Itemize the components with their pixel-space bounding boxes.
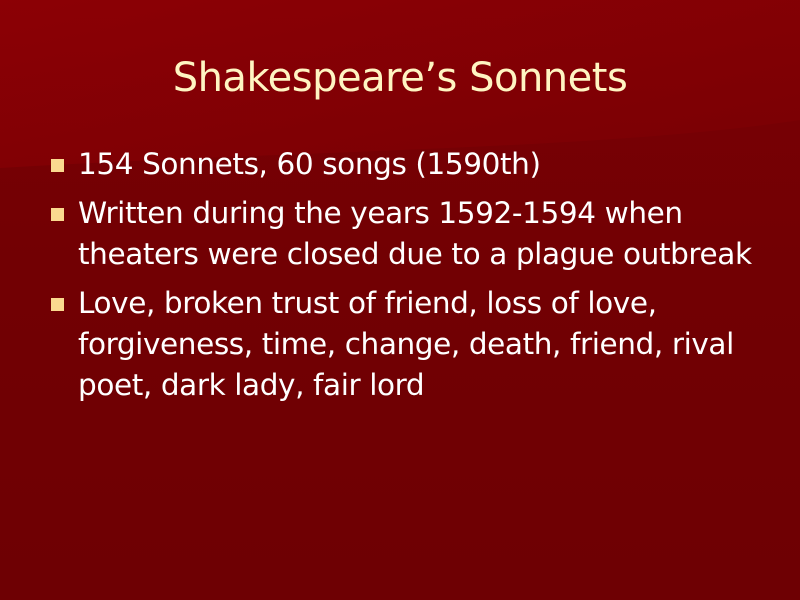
square-bullet-icon xyxy=(51,208,64,221)
bullet-text: Written during the years 1592-1594 when theaters were closed due to a plague outbreak xyxy=(78,196,752,271)
list-item xyxy=(48,144,760,185)
bullet-text: Love, broken trust of friend, loss of love, forgiveness, time, change, death, friend, rival poet, dark lady, fair lord xyxy=(78,286,734,402)
square-bullet-icon xyxy=(51,298,64,311)
bullet-text: 154 Sonnets, 60 songs (1590th) xyxy=(78,147,541,181)
bullet-list xyxy=(48,144,760,414)
list-item xyxy=(48,193,760,275)
slide-title: Shakespeare’s Sonnets xyxy=(172,55,628,101)
list-item xyxy=(48,283,760,406)
square-bullet-icon xyxy=(51,159,64,172)
